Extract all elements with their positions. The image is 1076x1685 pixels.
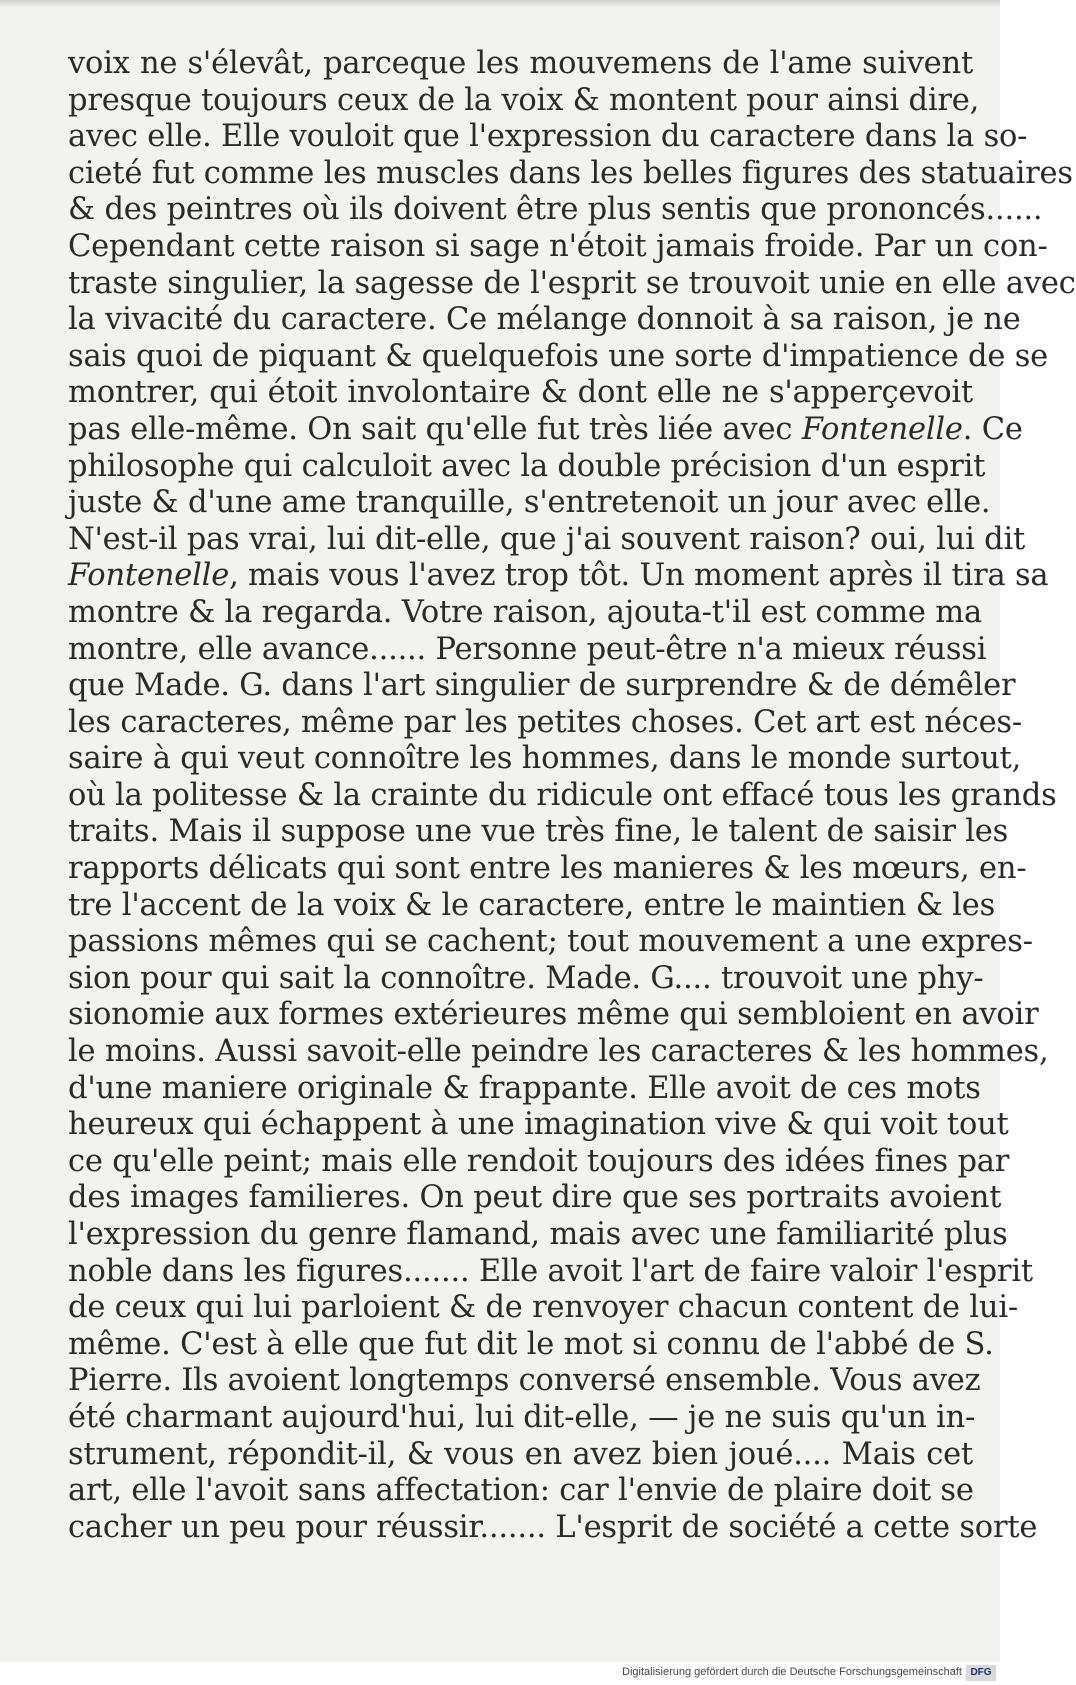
text-line: pas elle-même. On sait qu'elle fut très liée avec Fontenelle. Ce (68, 411, 1023, 447)
text-line: cacher un peu pour réussir....... L'esprit de société a cette sorte (68, 1509, 1038, 1545)
text-line: presque toujours ceux de la voix & montent pour ainsi dire, (68, 82, 980, 118)
text-line: la vivacité du caractere. Ce mélange donnoit à sa raison, je ne (68, 302, 1021, 338)
text-line: même. C'est à elle que fut dit le mot si connu de l'abbé de S. (68, 1326, 994, 1362)
text-line: philosophe qui calculoit avec la double précision d'un esprit (68, 448, 986, 484)
text-line: de ceux qui lui parloient & de renvoyer chacun content de lui- (68, 1290, 1019, 1326)
digitization-credit: Digitalisierung gefördert durch die Deutsche Forschungsgemeinschaft (622, 1666, 962, 1678)
text-line: saire à qui veut connoître les hommes, dans le monde surtout, (68, 741, 1022, 777)
text-line: le moins. Aussi savoit-elle peindre les caracteres & les hommes, (68, 1034, 1049, 1070)
text-line: des images familieres. On peut dire que ses portraits avoient (68, 1180, 1002, 1216)
text-line: été charmant aujourd'hui, lui dit-elle, — je ne suis qu'un in- (68, 1399, 976, 1435)
text-line: traits. Mais il suppose une vue très fine, le talent de saisir les (68, 814, 1009, 850)
text-line: l'expression du genre flamand, mais avec une familiarité plus (68, 1217, 1008, 1252)
text-line: montre & la regarda. Votre raison, ajouta-t'il est comme ma (68, 594, 982, 630)
text-line: sion pour qui sait la connoître. Made. G.... trouvoit une phy- (68, 960, 984, 996)
text-line: & des peintres où ils doivent être plus sentis que prononcés...... (68, 192, 1043, 228)
text-line: tre l'accent de la voix & le caractere, entre le maintien & les (68, 887, 996, 923)
text-line: avec elle. Elle vouloit que l'expression du caractere dans la so- (68, 119, 1028, 155)
italic-name: Fontenelle (801, 411, 963, 447)
footer-bar (0, 1662, 1000, 1685)
text-line: Pierre. Ils avoient longtemps conversé ensemble. Vous avez (68, 1363, 981, 1399)
text-line: montre, elle avance...... Personne peut-être n'a mieux réussi (68, 631, 987, 667)
text-line: N'est-il pas vrai, lui dit-elle, que j'ai souvent raison? oui, lui dit (68, 521, 1026, 557)
text-line: Fontenelle, mais vous l'avez trop tôt. Un moment après il tira sa (68, 558, 1049, 594)
text-line: heureux qui échappent à une imagination vive & qui voit tout (68, 1107, 1009, 1143)
text-line: les caracteres, même par les petites choses. Cet art est néces- (68, 704, 1022, 740)
italic-name: Fontenelle (68, 558, 230, 594)
text-line: rapports délicats qui sont entre les manieres & les mœurs, en- (68, 851, 1027, 887)
text-line: Cependant cette raison si sage n'étoit jamais froide. Par un con- (68, 228, 1048, 264)
dfg-logo: DFG (966, 1665, 996, 1681)
text-line: traste singulier, la sagesse de l'esprit se trouvoit unie en elle avec (68, 265, 1076, 301)
text-line: passions mêmes qui se cachent; tout mouvement a une expres- (68, 924, 1033, 960)
text-line: cieté fut comme les muscles dans les belles figures des statuaires (68, 155, 1073, 191)
text-line: que Made. G. dans l'art singulier de surprendre & de démêler (68, 668, 1016, 704)
text-line: art, elle l'avoit sans affectation: car l'envie de plaire doit se (68, 1473, 974, 1509)
text-line: sais quoi de piquant & quelquefois une sorte d'impatience de se (68, 338, 1049, 374)
text-line: juste & d'une ame tranquille, s'entretenoit un jour avec elle. (68, 485, 991, 521)
text-line: ce qu'elle peint; mais elle rendoit toujours des idées fines par (68, 1143, 1010, 1179)
text-line: montrer, qui étoit involontaire & dont elle ne s'apperçevoit (68, 375, 973, 411)
text-line: où la politesse & la crainte du ridicule ont effacé tous les grands (68, 777, 1057, 813)
text-line: sionomie aux formes extérieures même qui sembloient en avoir (68, 997, 1039, 1033)
text-line: strument, répondit-il, & vous en avez bien joué.... Mais cet (68, 1436, 973, 1472)
text-line: noble dans les figures....... Elle avoit l'art de faire valoir l'esprit (68, 1253, 1033, 1289)
page-top-edge (0, 0, 1000, 8)
text-line: voix ne s'élevât, parceque les mouvemens de l'ame suivent (68, 46, 973, 81)
text-line: d'une maniere originale & frappante. Elle avoit de ces mots (68, 1070, 981, 1106)
body-text (68, 46, 1076, 1546)
